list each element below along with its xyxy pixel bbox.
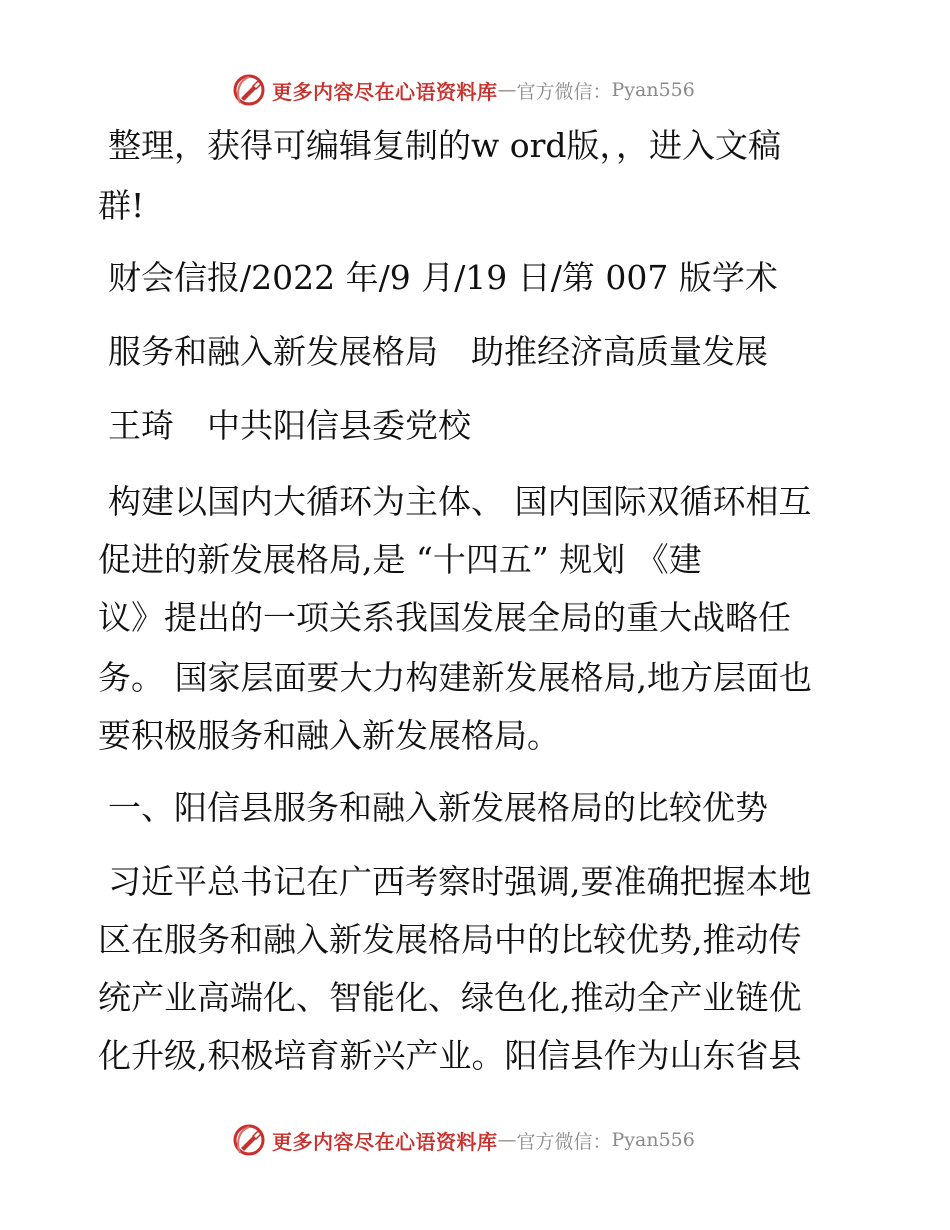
banner-wechat-id: Pyan556 bbox=[611, 79, 695, 101]
banner-separator: — bbox=[497, 79, 517, 101]
paragraph-2-line-4: 化升级,积极培育新兴产业。阳信县作为山东省县 bbox=[98, 1036, 802, 1075]
paragraph-1-line-1: 构建以国内大循环为主体、 国内国际双循环相互 bbox=[108, 482, 812, 521]
banner-site-text: 更多内容尽在心语资料库 bbox=[272, 79, 498, 104]
banner-separator: — bbox=[497, 1129, 517, 1151]
article-title: 服务和融入新发展格局 助推经济高质量发展 bbox=[108, 332, 768, 371]
pen-nib-logo-icon bbox=[232, 73, 266, 107]
banner-wechat-label: 官方微信： bbox=[516, 80, 612, 103]
footer-banner bbox=[232, 1121, 695, 1159]
banner-wechat-label: 官方微信： bbox=[516, 1130, 612, 1153]
paragraph-1-line-3: 议》提出的一项关系我国发展全局的重大战略任 bbox=[98, 598, 791, 637]
article-author: 王琦 中共阳信县委党校 bbox=[108, 406, 471, 445]
header-banner bbox=[232, 71, 695, 109]
banner-site-text: 更多内容尽在心语资料库 bbox=[272, 1129, 498, 1154]
paragraph-2-line-2: 区在服务和融入新发展格局中的比较优势,推动传 bbox=[98, 920, 802, 959]
paragraph-2-line-1: 习近平总书记在广西考察时强调,要准确把握本地 bbox=[108, 862, 812, 901]
pen-nib-logo-icon bbox=[232, 1123, 266, 1157]
paragraph-1-line-5: 要积极服务和融入新发展格局。 bbox=[98, 716, 560, 755]
intro-line-1: 整理，获得可编辑复制的w ord版，，进入文稿 bbox=[108, 126, 782, 165]
paragraph-1-line-2: 促进的新发展格局,是 “十四五” 规划 《建 bbox=[98, 540, 702, 579]
intro-line-2: 群! bbox=[98, 186, 145, 225]
paragraph-1-line-4: 务。 国家层面要大力构建新发展格局,地方层面也 bbox=[98, 658, 812, 697]
section-heading-1: 一、阳信县服务和融入新发展格局的比较优势 bbox=[108, 788, 768, 827]
source-line: 财会信报/2022 年/9 月/19 日/第 007 版学术 bbox=[108, 258, 778, 297]
paragraph-2-line-3: 统产业高端化、智能化、绿色化,推动全产业链优 bbox=[98, 978, 802, 1017]
banner-wechat-id: Pyan556 bbox=[611, 1129, 695, 1151]
